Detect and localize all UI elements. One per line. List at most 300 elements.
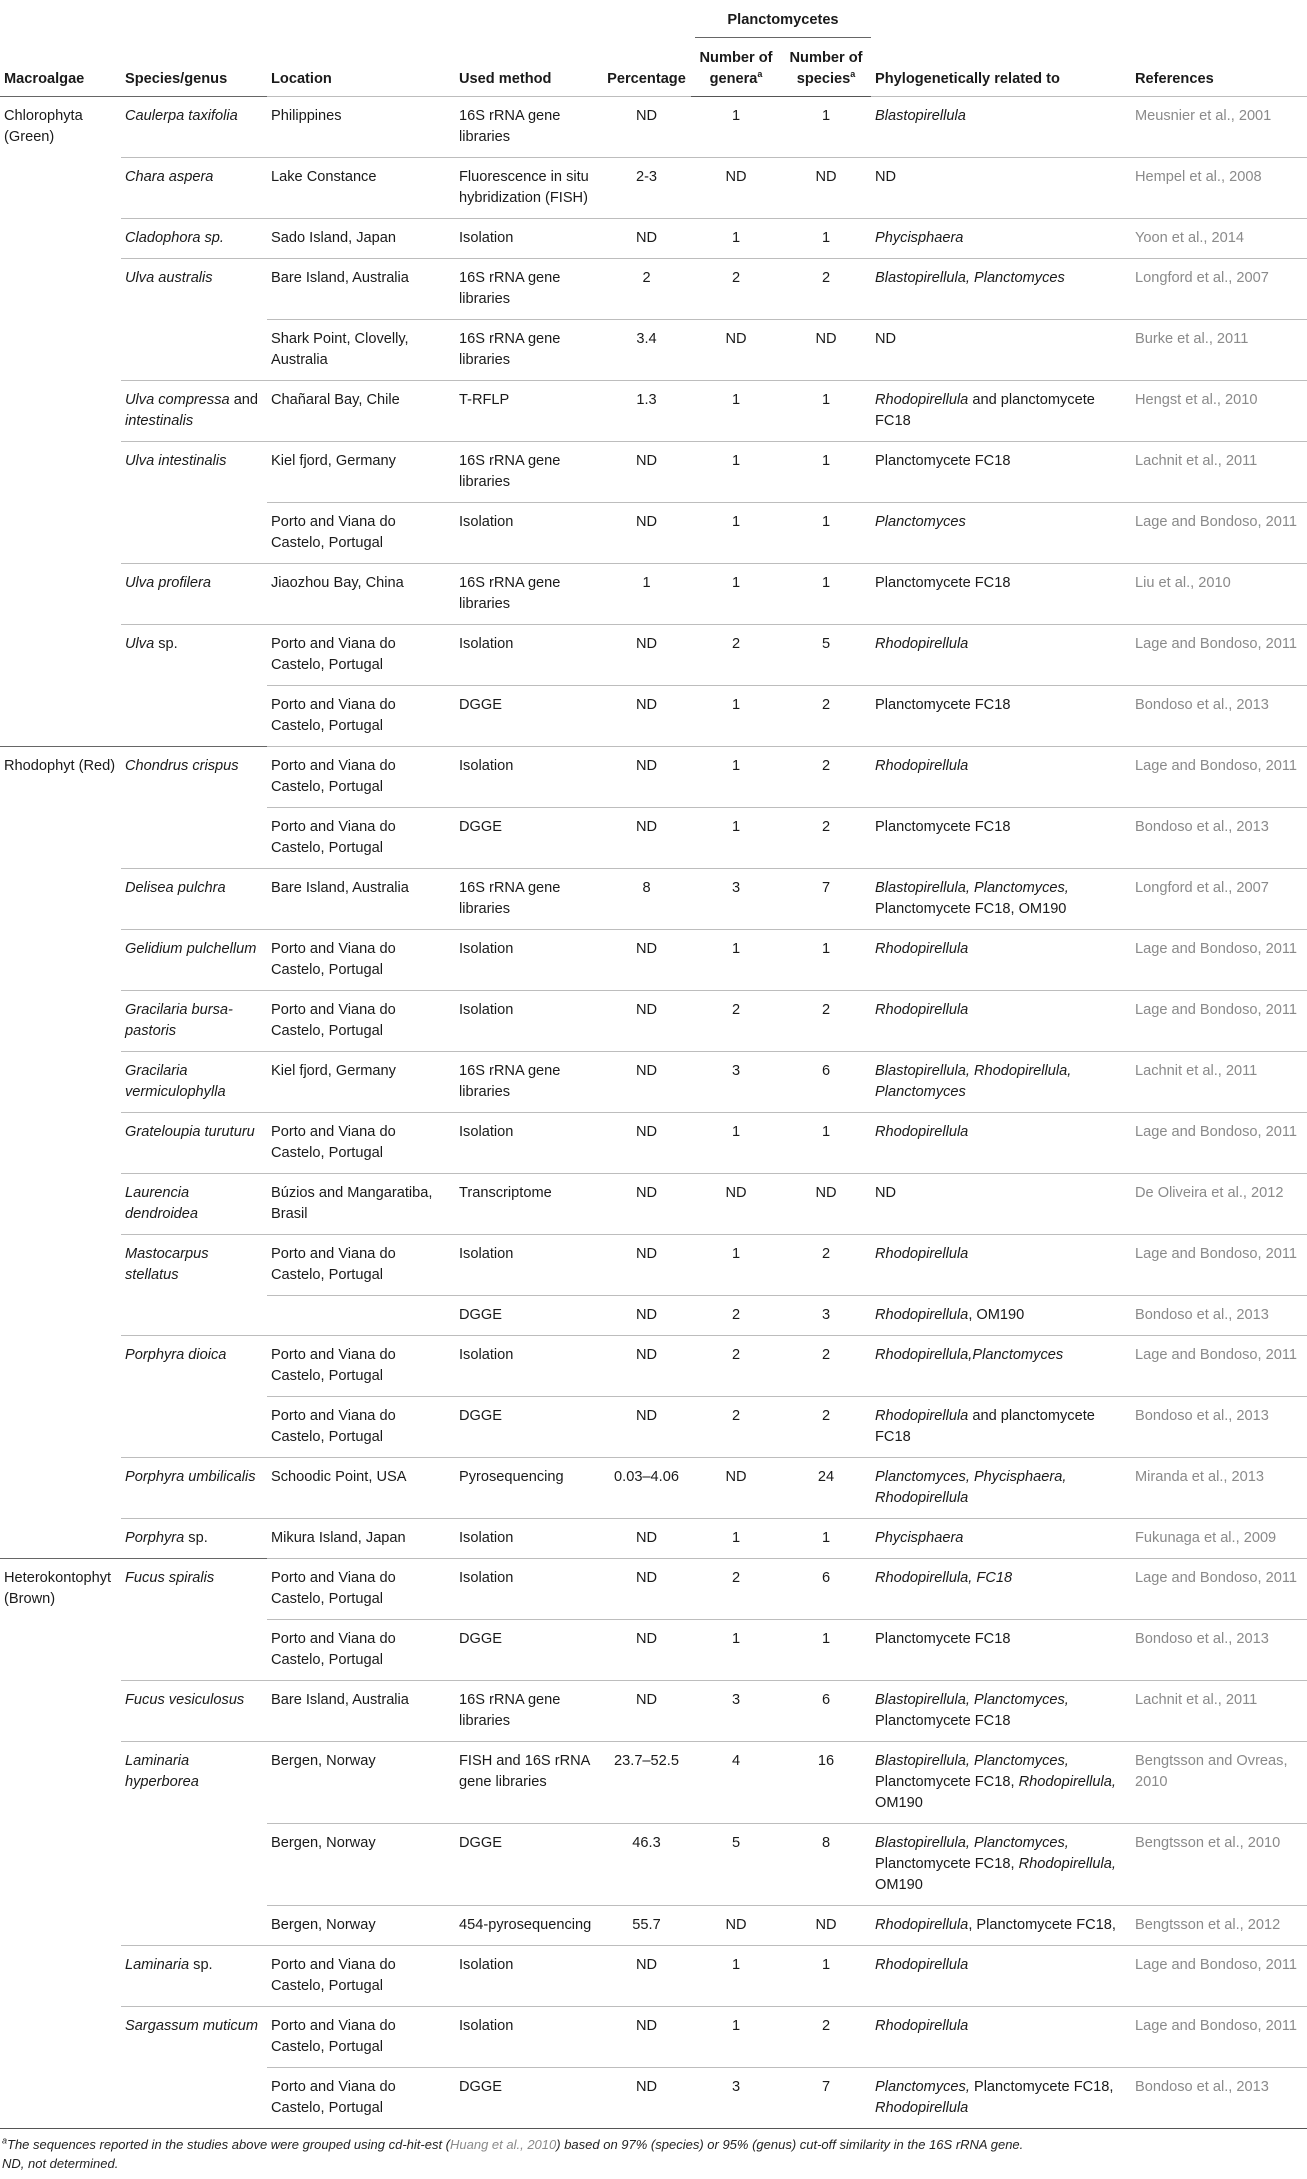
cell-percentage: 23.7–52.5 [602,1742,691,1824]
cell-macroalgae [0,1235,121,1296]
cell-species-count: ND [781,1906,871,1946]
col-header-species-count [781,44,871,97]
cell-species [121,1296,267,1336]
cell-reference[interactable]: Longford et al., 2007 [1131,259,1307,320]
cell-reference[interactable]: Lage and Bondoso, 2011 [1131,1946,1307,2007]
cell-species: Laurencia dendroidea [121,1174,267,1235]
table-row [0,1174,1307,1235]
cell-percentage: 1.3 [602,381,691,442]
footnote-a [2,2135,1305,2154]
cell-species-count: ND [781,158,871,219]
cell-genera: 3 [691,2068,781,2129]
cell-location: Porto and Viana do Castelo, Portugal [267,1620,455,1681]
table-row [0,2068,1307,2129]
cell-genera: 1 [691,1946,781,2007]
cell-species [121,686,267,747]
cell-reference[interactable]: Lage and Bondoso, 2011 [1131,1336,1307,1397]
cell-percentage: ND [602,1235,691,1296]
cell-genera: ND [691,1906,781,1946]
cell-reference[interactable]: Bondoso et al., 2013 [1131,1397,1307,1458]
cell-species: Sargassum muticum [121,2007,267,2068]
planctomycetes-table [0,4,1307,2129]
cell-location: Mikura Island, Japan [267,1519,455,1559]
cell-genera: 1 [691,219,781,259]
cell-method: 16S rRNA gene libraries [455,259,602,320]
cell-species: Ulva australis [121,259,267,320]
cell-method: DGGE [455,1397,602,1458]
cell-genera: 2 [691,259,781,320]
cell-location: Bare Island, Australia [267,1681,455,1742]
cell-location: Porto and Viana do Castelo, Portugal [267,686,455,747]
cell-reference[interactable]: Burke et al., 2011 [1131,320,1307,381]
cell-macroalgae [0,991,121,1052]
cell-genera: 1 [691,1113,781,1174]
cell-phylo: Planctomycete FC18 [871,1620,1131,1681]
cell-phylo: Planctomycete FC18 [871,808,1131,869]
cell-species: Laminaria sp. [121,1946,267,2007]
cell-genera: 1 [691,747,781,808]
cell-macroalgae [0,259,121,320]
table-row [0,219,1307,259]
cell-species-count: 1 [781,564,871,625]
cell-species-count: 2 [781,1235,871,1296]
cell-reference[interactable]: Hengst et al., 2010 [1131,381,1307,442]
cell-macroalgae [0,1052,121,1113]
cell-species-count: 16 [781,1742,871,1824]
cell-phylo: ND [871,1174,1131,1235]
cell-location: Bergen, Norway [267,1906,455,1946]
cell-phylo: ND [871,158,1131,219]
cell-percentage: ND [602,1296,691,1336]
cell-species: Grateloupia turuturu [121,1113,267,1174]
cell-location: Porto and Viana do Castelo, Portugal [267,1559,455,1620]
cell-genera: 2 [691,1559,781,1620]
cell-macroalgae [0,686,121,747]
cell-genera: ND [691,320,781,381]
cell-macroalgae [0,1620,121,1681]
cell-species-count: 1 [781,381,871,442]
cell-reference[interactable]: Bengtsson et al., 2010 [1131,1824,1307,1906]
cell-phylo: Rhodopirellula, Planctomycete FC18, [871,1906,1131,1946]
cell-percentage: ND [602,2068,691,2129]
table-row [0,1824,1307,1906]
cell-reference[interactable]: Longford et al., 2007 [1131,869,1307,930]
cell-species: Chara aspera [121,158,267,219]
table-row [0,1336,1307,1397]
cell-genera: 3 [691,1052,781,1113]
cell-reference[interactable]: Bondoso et al., 2013 [1131,1620,1307,1681]
cell-reference[interactable]: Yoon et al., 2014 [1131,219,1307,259]
cell-reference[interactable]: Lage and Bondoso, 2011 [1131,991,1307,1052]
cell-method: DGGE [455,686,602,747]
cell-method: 16S rRNA gene libraries [455,442,602,503]
col-group-planctomycetes [691,4,871,44]
cell-phylo: Rhodopirellula and planctomycete FC18 [871,381,1131,442]
cell-phylo: Planctomyces, Planctomycete FC18, Rhodopirellula [871,2068,1131,2129]
cell-phylo: Blastopirellula, Planctomyces, Planctomycete FC18, Rhodopirellula, OM190 [871,1742,1131,1824]
cell-macroalgae [0,2068,121,2129]
table-row [0,1113,1307,1174]
cell-percentage: ND [602,1519,691,1559]
cell-reference[interactable]: Bondoso et al., 2013 [1131,1296,1307,1336]
col-header-percentage: Percentage [607,71,686,87]
table-row [0,381,1307,442]
cell-species: Gracilaria vermiculophylla [121,1052,267,1113]
cell-genera: 4 [691,1742,781,1824]
cell-location: Jiaozhou Bay, China [267,564,455,625]
cell-species: Gelidium pulchellum [121,930,267,991]
cell-macroalgae [0,1946,121,2007]
cell-reference[interactable]: Lachnit et al., 2011 [1131,1052,1307,1113]
cell-macroalgae: Chlorophyta (Green) [0,97,121,158]
cell-phylo: Rhodopirellula [871,1946,1131,2007]
cell-phylo: Rhodopirellula,Planctomyces [871,1336,1131,1397]
cell-macroalgae [0,1742,121,1824]
cell-reference[interactable]: Fukunaga et al., 2009 [1131,1519,1307,1559]
table-row [0,625,1307,686]
cell-percentage: ND [602,97,691,158]
cell-phylo: Rhodopirellula [871,2007,1131,2068]
cell-species-count: 2 [781,1336,871,1397]
cell-percentage: ND [602,1336,691,1397]
cell-species: Ulva profilera [121,564,267,625]
cell-location: Kiel fjord, Germany [267,1052,455,1113]
cell-location: Porto and Viana do Castelo, Portugal [267,1397,455,1458]
cell-method: Isolation [455,1519,602,1559]
col-header-references: References [1135,71,1214,87]
cell-phylo: Rhodopirellula [871,747,1131,808]
cell-location: Sado Island, Japan [267,219,455,259]
table-row [0,97,1307,158]
cell-phylo: Planctomyces, Phycisphaera, Rhodopirellula [871,1458,1131,1519]
cell-reference[interactable]: Bengtsson et al., 2012 [1131,1906,1307,1946]
table-row [0,1519,1307,1559]
cell-reference[interactable]: Lage and Bondoso, 2011 [1131,1113,1307,1174]
cell-location: Bare Island, Australia [267,869,455,930]
cell-species-count: 1 [781,1946,871,2007]
cell-percentage: ND [602,686,691,747]
cell-reference[interactable]: Lage and Bondoso, 2011 [1131,503,1307,564]
cell-genera: 1 [691,442,781,503]
cell-reference[interactable]: Lage and Bondoso, 2011 [1131,930,1307,991]
cell-location: Porto and Viana do Castelo, Portugal [267,808,455,869]
cell-reference[interactable]: Bondoso et al., 2013 [1131,2068,1307,2129]
cell-species-count: 2 [781,991,871,1052]
cell-genera: ND [691,1458,781,1519]
cell-macroalgae: Heterokontophyt (Brown) [0,1559,121,1620]
cell-location: Porto and Viana do Castelo, Portugal [267,2007,455,2068]
cell-reference[interactable]: Lage and Bondoso, 2011 [1131,2007,1307,2068]
cell-method: 16S rRNA gene libraries [455,320,602,381]
cell-method: Isolation [455,219,602,259]
cell-percentage: ND [602,1559,691,1620]
cell-location: Philippines [267,97,455,158]
cell-method: Isolation [455,1946,602,2007]
cell-species [121,320,267,381]
col-header-location: Location [271,71,332,87]
cell-species [121,2068,267,2129]
cell-species: Ulva sp. [121,625,267,686]
cell-method: DGGE [455,1824,602,1906]
cell-species-count: 3 [781,1296,871,1336]
cell-percentage: 8 [602,869,691,930]
cell-species-count: 1 [781,1519,871,1559]
cell-phylo: Planctomyces [871,503,1131,564]
table-footnotes [0,2129,1307,2179]
footnote-mark: a [850,69,856,80]
cell-macroalgae [0,158,121,219]
cell-species-count: 8 [781,1824,871,1906]
cell-method: 16S rRNA gene libraries [455,869,602,930]
cell-genera: 1 [691,930,781,991]
cell-genera: ND [691,158,781,219]
cell-species-count: 1 [781,442,871,503]
cell-location: Bergen, Norway [267,1742,455,1824]
cell-genera: 2 [691,991,781,1052]
col-header-method: Used method [459,71,552,87]
cell-location: Porto and Viana do Castelo, Portugal [267,991,455,1052]
cell-macroalgae [0,2007,121,2068]
cell-method: Isolation [455,625,602,686]
cell-method: DGGE [455,1620,602,1681]
cell-reference[interactable]: Miranda et al., 2013 [1131,1458,1307,1519]
cell-genera: 1 [691,686,781,747]
cell-macroalgae [0,1906,121,1946]
cell-species: Fucus vesiculosus [121,1681,267,1742]
cell-macroalgae [0,219,121,259]
cell-phylo: Blastopirellula, Planctomyces, Planctomycete FC18, Rhodopirellula, OM190 [871,1824,1131,1906]
cell-reference[interactable]: Hempel et al., 2008 [1131,158,1307,219]
cell-percentage: ND [602,991,691,1052]
table-row [0,1620,1307,1681]
col-header-genera-label: Number of genera [699,50,773,87]
cell-location: Porto and Viana do Castelo, Portugal [267,1235,455,1296]
cell-location: Bergen, Norway [267,1824,455,1906]
table-row [0,259,1307,320]
cell-percentage: 0.03–4.06 [602,1458,691,1519]
cell-species [121,1824,267,1906]
cell-genera: 3 [691,1681,781,1742]
cell-location [267,1296,455,1336]
cell-species-count: 2 [781,808,871,869]
cell-location: Porto and Viana do Castelo, Portugal [267,747,455,808]
table-row [0,808,1307,869]
cell-percentage: ND [602,219,691,259]
cell-species: Porphyra sp. [121,1519,267,1559]
cell-species-count: 6 [781,1052,871,1113]
cell-species-count: 5 [781,625,871,686]
cell-species [121,1397,267,1458]
cell-method: Isolation [455,503,602,564]
cell-species [121,1906,267,1946]
cell-reference[interactable]: Bondoso et al., 2013 [1131,686,1307,747]
cell-species-count: 1 [781,930,871,991]
cell-phylo: Rhodopirellula [871,625,1131,686]
cell-phylo: Blastopirellula, Planctomyces, Planctomycete FC18, OM190 [871,869,1131,930]
cell-phylo: Blastopirellula, Planctomyces [871,259,1131,320]
cell-percentage: ND [602,930,691,991]
cell-macroalgae [0,1397,121,1458]
cell-percentage: ND [602,442,691,503]
col-header-genera [691,44,781,97]
cell-species-count: 1 [781,1113,871,1174]
cell-reference[interactable]: Bengtsson and Ovreas, 2010 [1131,1742,1307,1824]
cell-macroalgae [0,1458,121,1519]
cell-phylo: Rhodopirellula [871,1113,1131,1174]
cell-reference[interactable]: Lage and Bondoso, 2011 [1131,625,1307,686]
cell-phylo: Rhodopirellula [871,991,1131,1052]
cell-genera: 1 [691,1620,781,1681]
table-row [0,2007,1307,2068]
cell-macroalgae [0,503,121,564]
cell-phylo: Rhodopirellula and planctomycete FC18 [871,1397,1131,1458]
cell-percentage: ND [602,1052,691,1113]
cell-percentage: ND [602,503,691,564]
cell-percentage: ND [602,808,691,869]
cell-species-count: 2 [781,2007,871,2068]
cell-genera: 2 [691,1336,781,1397]
cell-macroalgae [0,625,121,686]
footnote-mark: a [757,69,763,80]
col-header-species: Species/genus [125,71,228,87]
table-row [0,869,1307,930]
cell-genera: 2 [691,1296,781,1336]
cell-genera: 2 [691,625,781,686]
cell-reference[interactable]: De Oliveira et al., 2012 [1131,1174,1307,1235]
cell-reference[interactable]: Lachnit et al., 2011 [1131,442,1307,503]
cell-macroalgae [0,1296,121,1336]
cell-location: Chañaral Bay, Chile [267,381,455,442]
footnote-a-cite[interactable]: Huang et al., 2010 [450,2137,557,2152]
cell-location: Schoodic Point, USA [267,1458,455,1519]
cell-method: T-RFLP [455,381,602,442]
cell-genera: 1 [691,1519,781,1559]
cell-reference[interactable]: Lage and Bondoso, 2011 [1131,1235,1307,1296]
cell-genera: 1 [691,381,781,442]
cell-method: Isolation [455,930,602,991]
cell-species-count: 7 [781,869,871,930]
col-group-label: Planctomycetes [695,10,871,38]
cell-species: Laminaria hyperborea [121,1742,267,1824]
cell-genera: ND [691,1174,781,1235]
cell-species: Porphyra umbilicalis [121,1458,267,1519]
cell-location: Lake Constance [267,158,455,219]
footnote-mark: a [2,2135,8,2146]
cell-location: Porto and Viana do Castelo, Portugal [267,1113,455,1174]
cell-reference[interactable]: Lage and Bondoso, 2011 [1131,1559,1307,1620]
cell-method: Transcriptome [455,1174,602,1235]
cell-method: Isolation [455,991,602,1052]
cell-percentage: 1 [602,564,691,625]
cell-percentage: 3.4 [602,320,691,381]
cell-species: Cladophora sp. [121,219,267,259]
table-row [0,1742,1307,1824]
col-header-species-count-label: Number of species [789,50,863,87]
cell-species-count: 7 [781,2068,871,2129]
cell-species-count: 2 [781,259,871,320]
cell-location: Búzios and Mangaratiba, Brasil [267,1174,455,1235]
cell-species-count: 1 [781,219,871,259]
cell-species: Chondrus crispus [121,747,267,808]
table-row [0,1397,1307,1458]
cell-genera: 1 [691,503,781,564]
cell-method: 16S rRNA gene libraries [455,1052,602,1113]
cell-phylo: Planctomycete FC18 [871,564,1131,625]
table-row [0,1296,1307,1336]
cell-method: Fluorescence in situ hybridization (FISH) [455,158,602,219]
cell-phylo: Blastopirellula [871,97,1131,158]
cell-species: Porphyra dioica [121,1336,267,1397]
cell-percentage: ND [602,1397,691,1458]
table-header [0,4,1307,97]
cell-reference[interactable]: Meusnier et al., 2001 [1131,97,1307,158]
table-row [0,1052,1307,1113]
cell-percentage: 46.3 [602,1824,691,1906]
cell-genera: 1 [691,564,781,625]
cell-species-count: 1 [781,1620,871,1681]
cell-percentage: ND [602,1620,691,1681]
cell-phylo: Rhodopirellula, FC18 [871,1559,1131,1620]
cell-species: Delisea pulchra [121,869,267,930]
cell-method: Isolation [455,1559,602,1620]
cell-reference[interactable]: Lachnit et al., 2011 [1131,1681,1307,1742]
table-row [0,564,1307,625]
cell-genera: 1 [691,808,781,869]
footnote-nd: ND, not determined. [2,2156,119,2171]
cell-species [121,503,267,564]
table-row [0,1235,1307,1296]
cell-macroalgae: Rhodophyt (Red) [0,747,121,808]
cell-method: Isolation [455,2007,602,2068]
cell-location: Kiel fjord, Germany [267,442,455,503]
cell-species-count: ND [781,320,871,381]
cell-reference[interactable]: Lage and Bondoso, 2011 [1131,747,1307,808]
cell-macroalgae [0,1113,121,1174]
cell-species: Caulerpa taxifolia [121,97,267,158]
cell-species: Mastocarpus stellatus [121,1235,267,1296]
cell-species: Fucus spiralis [121,1559,267,1620]
cell-macroalgae [0,564,121,625]
cell-method: Pyrosequencing [455,1458,602,1519]
table-row [0,991,1307,1052]
cell-species: Ulva intestinalis [121,442,267,503]
cell-location: Bare Island, Australia [267,259,455,320]
cell-genera: 1 [691,2007,781,2068]
cell-species-count: 1 [781,503,871,564]
cell-phylo: Rhodopirellula [871,1235,1131,1296]
cell-reference[interactable]: Bondoso et al., 2013 [1131,808,1307,869]
cell-location: Porto and Viana do Castelo, Portugal [267,2068,455,2129]
cell-species [121,808,267,869]
cell-location: Porto and Viana do Castelo, Portugal [267,625,455,686]
cell-method: FISH and 16S rRNA gene libraries [455,1742,602,1824]
cell-macroalgae [0,1519,121,1559]
table-row [0,158,1307,219]
cell-phylo: Phycisphaera [871,1519,1131,1559]
cell-method: Isolation [455,1336,602,1397]
table-row [0,930,1307,991]
cell-method: Isolation [455,1235,602,1296]
cell-species-count: 2 [781,747,871,808]
cell-genera: 5 [691,1824,781,1906]
table-body [0,97,1307,2129]
cell-location: Porto and Viana do Castelo, Portugal [267,1946,455,2007]
cell-genera: 1 [691,1235,781,1296]
cell-method: 16S rRNA gene libraries [455,1681,602,1742]
cell-percentage: ND [602,2007,691,2068]
cell-reference[interactable]: Liu et al., 2010 [1131,564,1307,625]
table-row [0,1559,1307,1620]
